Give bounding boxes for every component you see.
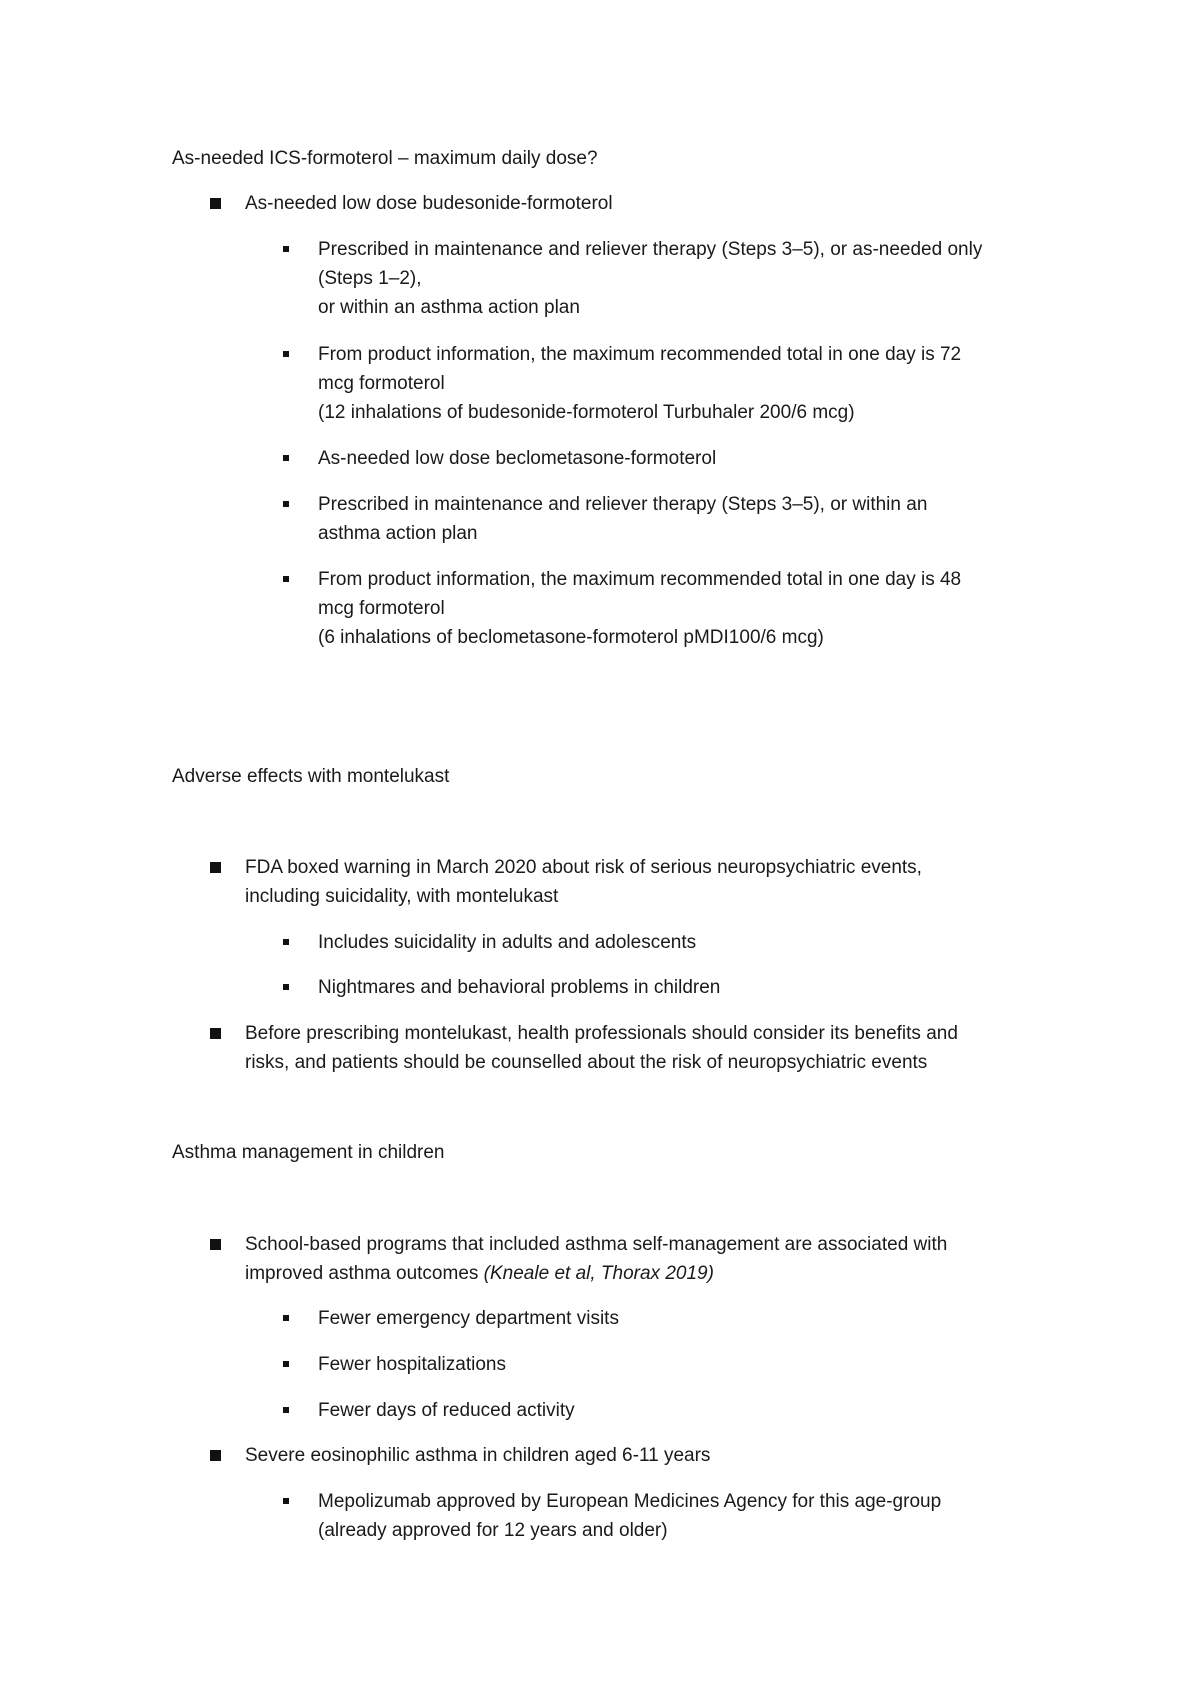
bullet-text-fragment: improved asthma outcomes bbox=[245, 1263, 484, 1284]
sub-bullet-hospitalizations bbox=[318, 1350, 1063, 1379]
bullet-text-line: From product information, the maximum recommended total in one day is 48 bbox=[318, 569, 962, 590]
section-heading-children: Asthma management in children bbox=[172, 1142, 445, 1163]
bullet-text: Includes suicidality in adults and adolescents bbox=[318, 932, 697, 953]
section-heading-ics-formoterol: As-needed ICS-formoterol – maximum daily dose? bbox=[172, 148, 598, 169]
bullet-text-line: risks, and patients should be counselled about the risk of neuropsychiatric events bbox=[245, 1052, 928, 1073]
bullet-text-line: asthma action plan bbox=[318, 523, 478, 544]
sub-bullet-mepolizumab bbox=[318, 1487, 1063, 1545]
bullet-eosinophilic-asthma bbox=[245, 1441, 1055, 1470]
bullet-text: Nightmares and behavioral problems in children bbox=[318, 977, 721, 998]
sub-bullet-suicidality bbox=[318, 928, 1063, 957]
bullet-text-line: (already approved for 12 years and older) bbox=[318, 1520, 668, 1541]
citation: (Kneale et al, Thorax 2019) bbox=[483, 1263, 714, 1284]
bullet-text-line: mcg formoterol bbox=[318, 373, 445, 394]
sub-bullet-beclometasone-prescribing bbox=[318, 490, 1063, 548]
bullet-text-line: or within an asthma action plan bbox=[318, 297, 580, 318]
bullet-text-line: Prescribed in maintenance and reliever therapy (Steps 3–5), or within an bbox=[318, 494, 928, 515]
bullet-text: Severe eosinophilic asthma in children aged 6-11 years bbox=[245, 1445, 711, 1466]
bullet-text: As-needed low dose beclometasone-formoterol bbox=[318, 448, 717, 469]
bullet-text: As-needed low dose budesonide-formoterol bbox=[245, 193, 613, 214]
bullet-school-programs bbox=[245, 1230, 1055, 1288]
bullet-text: Fewer emergency department visits bbox=[318, 1308, 619, 1329]
bullet-text-line: FDA boxed warning in March 2020 about risk of serious neuropsychiatric events, bbox=[245, 857, 922, 878]
sub-bullet-emergency-visits bbox=[318, 1304, 1063, 1333]
bullet-text-line bbox=[245, 1259, 1055, 1288]
sub-bullet-reduced-activity bbox=[318, 1396, 1063, 1425]
bullet-text-line: (6 inhalations of beclometasone-formoterol pMDI100/6 mcg) bbox=[318, 627, 824, 648]
bullet-text-line: Prescribed in maintenance and reliever therapy (Steps 3–5), or as-needed only bbox=[318, 239, 983, 260]
bullet-text: Fewer days of reduced activity bbox=[318, 1400, 575, 1421]
sub-bullet-budesonide-prescribing bbox=[318, 235, 1063, 322]
bullet-before-prescribing bbox=[245, 1019, 1055, 1077]
bullet-text-line: including suicidality, with montelukast bbox=[245, 886, 559, 907]
sub-bullet-nightmares bbox=[318, 973, 1063, 1002]
bullet-text-line: mcg formoterol bbox=[318, 598, 445, 619]
bullet-text-line: From product information, the maximum recommended total in one day is 72 bbox=[318, 344, 962, 365]
bullet-text: Fewer hospitalizations bbox=[318, 1354, 506, 1375]
sub-bullet-budesonide-max-dose bbox=[318, 340, 1063, 427]
bullet-text-line: Before prescribing montelukast, health professionals should consider its benefits and bbox=[245, 1023, 958, 1044]
sub-bullet-beclometasone-formoterol bbox=[318, 444, 1063, 473]
bullet-text-line: Mepolizumab approved by European Medicines Agency for this age-group bbox=[318, 1491, 942, 1512]
bullet-budesonide-formoterol bbox=[245, 189, 1055, 218]
bullet-text-line: (12 inhalations of budesonide-formoterol Turbuhaler 200/6 mcg) bbox=[318, 402, 855, 423]
section-heading-montelukast: Adverse effects with montelukast bbox=[172, 766, 450, 787]
bullet-text-line: (Steps 1–2), bbox=[318, 268, 422, 289]
bullet-text-line: School-based programs that included asthma self-management are associated with bbox=[245, 1234, 948, 1255]
bullet-fda-boxed-warning bbox=[245, 853, 1055, 911]
sub-bullet-beclometasone-max-dose bbox=[318, 565, 1063, 652]
